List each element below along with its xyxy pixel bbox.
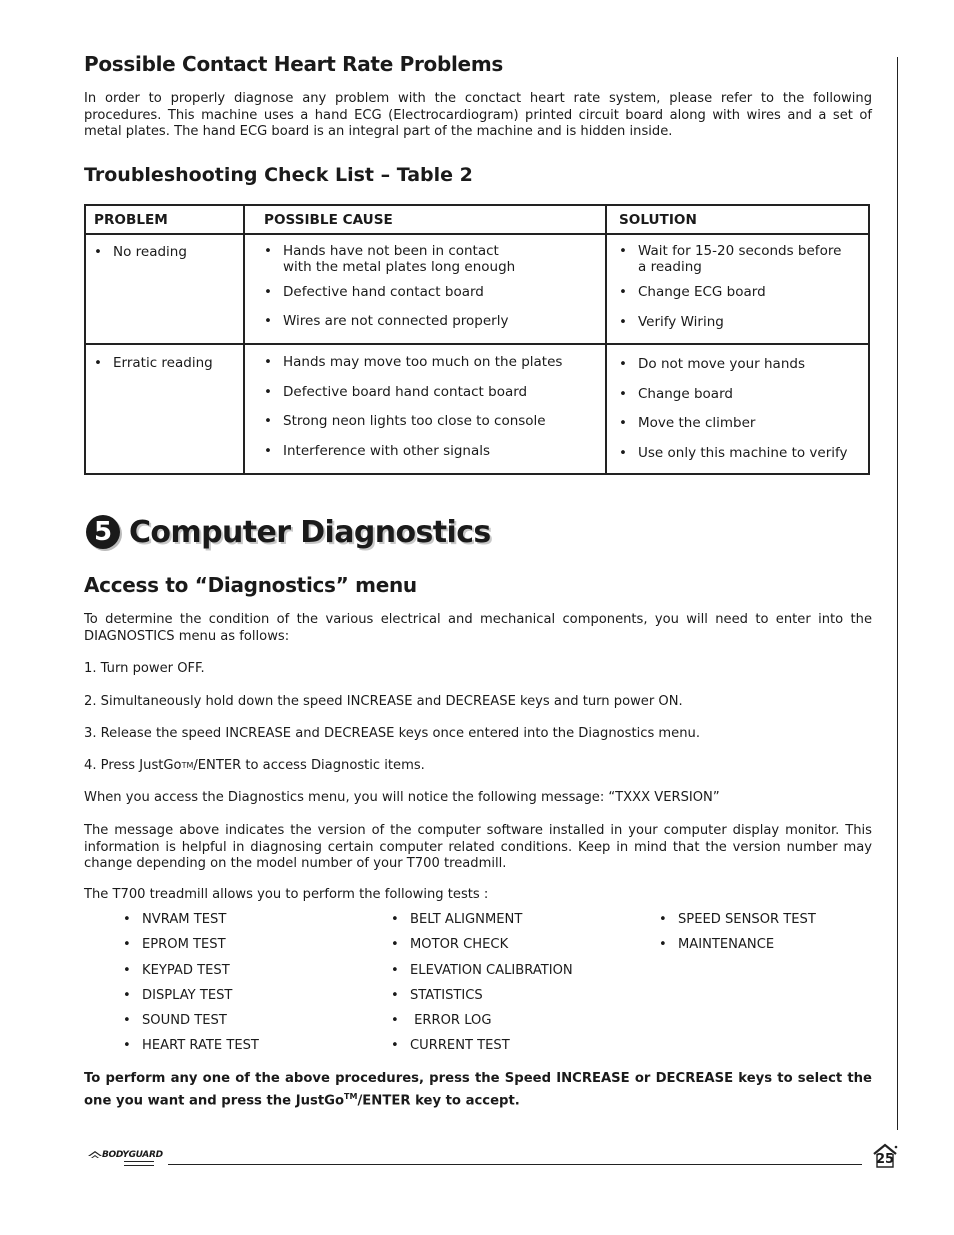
- list-item: • HEART RATE TEST: [123, 1038, 259, 1063]
- tests-column-3: [659, 912, 816, 963]
- chapter-heading: [86, 508, 491, 556]
- list-item: • KEYPAD TEST: [123, 963, 259, 988]
- list-item: • MAINTENANCE: [659, 937, 816, 962]
- solution-cell: [606, 234, 869, 344]
- list-item: • BELT ALIGNMENT: [391, 912, 573, 937]
- troubleshooting-table: [84, 204, 870, 475]
- solution-cell: [606, 344, 869, 474]
- list-item: • DISPLAY TEST: [123, 988, 259, 1013]
- list-item: • Change board: [619, 386, 860, 402]
- list-item: • EPROM TEST: [123, 937, 259, 962]
- list-item: • Wait for 15-20 seconds before a reading: [619, 243, 848, 275]
- contact-intro-paragraph: In order to properly diagnose any problem with the conctact heart rate system, please refer to the following procedures. This machine uses a hand ECG (Electrocardiogram) printed circuit board along with wires and a set of metal plates. The hand ECG board is an integral part of the machine and is hidden inside.: [84, 91, 872, 139]
- logo-underline: [124, 1161, 154, 1166]
- step-3: 3. Release the speed INCREASE and DECREASE keys once entered into the Diagnostics menu.: [84, 726, 700, 741]
- list-item: • Erratic reading: [94, 355, 235, 371]
- right-margin-rule: [897, 57, 898, 1130]
- chapter-number-badge: 5: [86, 515, 120, 549]
- list-item: • No reading: [94, 244, 235, 260]
- list-item: • Change ECG board: [619, 284, 860, 300]
- table-row: [85, 344, 869, 474]
- table-row: [85, 234, 869, 344]
- tests-intro: The T700 treadmill allows you to perform the following tests :: [84, 887, 489, 902]
- table-heading: Troubleshooting Check List – Table 2: [84, 164, 473, 186]
- cause-cell: [244, 344, 606, 474]
- step-2: 2. Simultaneously hold down the speed INCREASE and DECREASE keys and turn power ON.: [84, 694, 683, 709]
- section-heading-access: Access to “Diagnostics” menu: [84, 573, 417, 597]
- list-item: • Do not move your hands: [619, 356, 860, 372]
- tests-column-2: [391, 912, 573, 1064]
- list-item: • Wires are not connected properly: [264, 313, 597, 329]
- step-1: 1. Turn power OFF.: [84, 661, 205, 676]
- closing-instruction: To perform any one of the above procedures, press the Speed INCREASE or DECREASE keys to select the one you want and press the JustGo™/ENTER key to accept.: [84, 1071, 872, 1109]
- step-4: 4. Press JustGo$_{TM}$/ENTER to access Diagnostic items.: [84, 758, 425, 773]
- list-item: • STATISTICS: [391, 988, 573, 1013]
- problem-cell: [85, 234, 244, 344]
- header-problem: PROBLEM: [85, 205, 244, 234]
- section-heading-contact: Possible Contact Heart Rate Problems: [84, 52, 503, 76]
- access-intro-paragraph: To determine the condition of the various electrical and mechanical components, you will need to enter into the DIAGNOSTICS menu as follows:: [84, 612, 872, 644]
- page-number: 25: [875, 1152, 895, 1167]
- list-item: • Interference with other signals: [264, 443, 597, 459]
- cause-cell: [244, 234, 606, 344]
- list-item: • ELEVATION CALIBRATION: [391, 963, 573, 988]
- list-item: • SPEED SENSOR TEST: [659, 912, 816, 937]
- logo-text: BODYGUARD: [102, 1150, 163, 1160]
- problem-cell: [85, 344, 244, 474]
- header-solution: SOLUTION: [606, 205, 869, 234]
- logo-chevron-icon: [88, 1151, 102, 1161]
- chapter-title: Computer Diagnostics: [129, 514, 491, 550]
- list-item: • NVRAM TEST: [123, 912, 259, 937]
- list-item: • Hands may move too much on the plates: [264, 354, 597, 370]
- list-item: • CURRENT TEST: [391, 1038, 573, 1063]
- trademark-mark: TM: [344, 1092, 358, 1101]
- list-item: • Hands have not been in contact with the metal plates long enough: [264, 243, 523, 275]
- tests-column-1: [123, 912, 259, 1064]
- version-explanation-paragraph: The message above indicates the version of the computer software installed in your computer display monitor. This information is helpful in diagnosing certain computer related conditions. Keep in mind that the version number may change depending on the model number of your T700 treadmill.: [84, 823, 872, 871]
- list-item: • SOUND TEST: [123, 1013, 259, 1038]
- list-item: • Verify Wiring: [619, 314, 860, 330]
- list-item: • Defective board hand contact board: [264, 384, 597, 400]
- footer-rule: [168, 1164, 862, 1165]
- list-item: • Defective hand contact board: [264, 284, 597, 300]
- list-item: • Move the climber: [619, 415, 860, 431]
- version-note: When you access the Diagnostics menu, you will notice the following message: “TXXX VERSION”: [84, 790, 720, 805]
- bodyguard-logo: [88, 1150, 163, 1168]
- list-item: • Use only this machine to verify: [619, 445, 860, 461]
- trademark-mark: TM: [181, 761, 194, 770]
- list-item: • Strong neon lights too close to console: [264, 413, 597, 429]
- header-possible-cause: POSSIBLE CAUSE: [244, 205, 606, 234]
- list-item: • ERROR LOG: [391, 1013, 573, 1038]
- list-item: • MOTOR CHECK: [391, 937, 573, 962]
- table-header-row: [85, 205, 869, 234]
